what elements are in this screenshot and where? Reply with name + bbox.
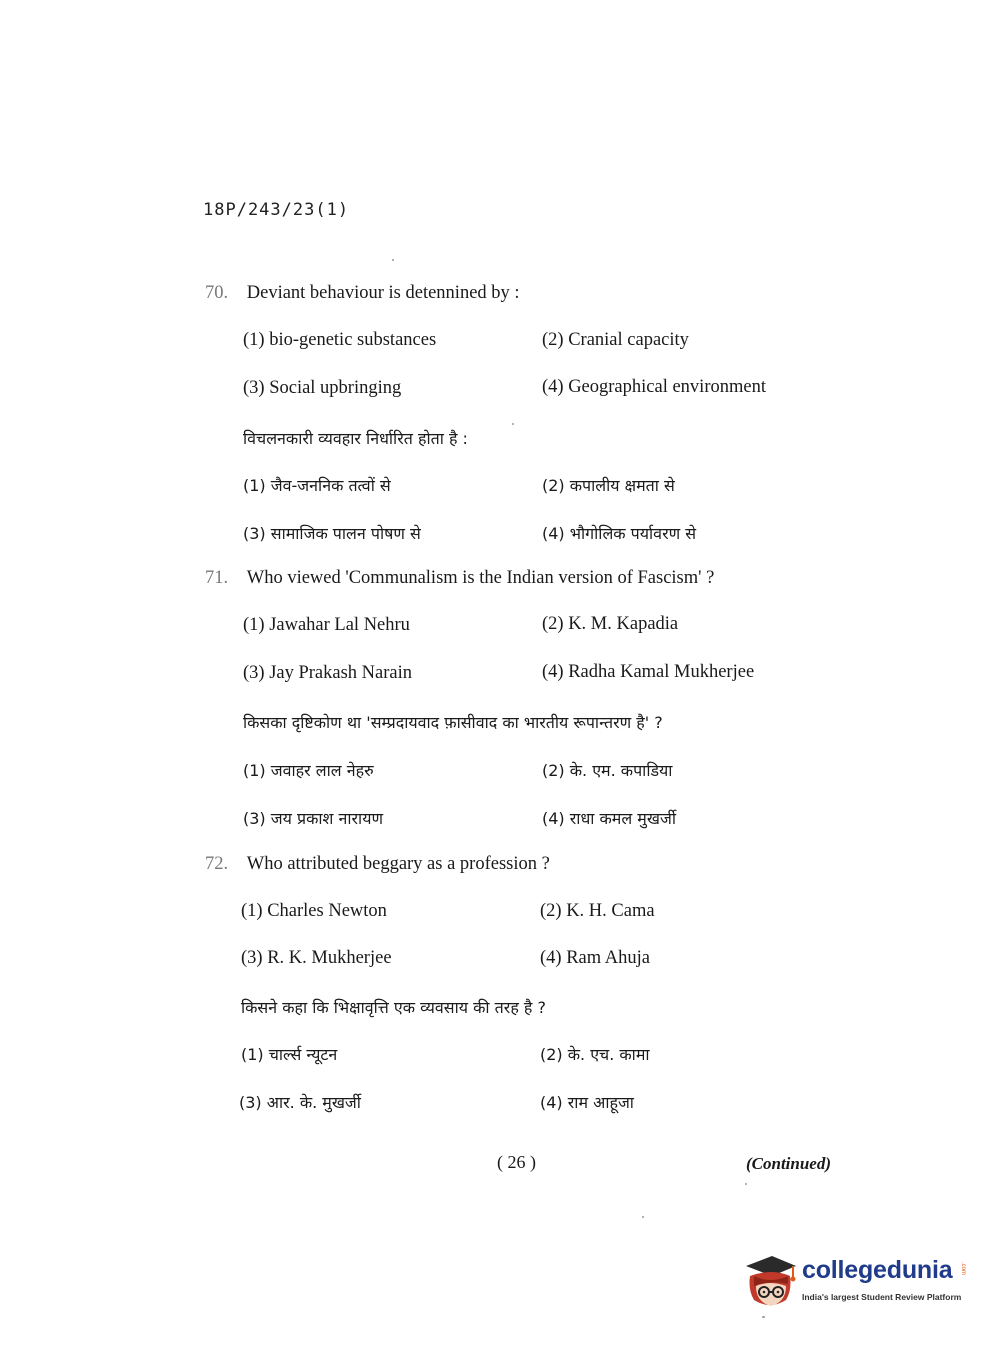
question-number: 70. xyxy=(205,283,229,303)
option-en-4: (4) Ram Ahuja xyxy=(540,948,650,968)
scan-speck xyxy=(745,1183,747,1185)
option-en-1: (1) bio-genetic substances xyxy=(243,330,437,350)
option-en-2: (2) K. H. Cama xyxy=(540,901,655,921)
option-en-3: (3) Jay Prakash Narain xyxy=(243,663,413,683)
option-hi-1: (1) जवाहर लाल नेहरु xyxy=(243,761,374,780)
option-en-2: (2) Cranial capacity xyxy=(542,330,689,350)
mascot-logo-icon xyxy=(742,1254,798,1310)
option-en-4: (4) Geographical environment xyxy=(542,377,766,397)
question-text-en: Deviant behaviour is detennined by : xyxy=(246,283,520,303)
option-hi-1: (1) जैव-जननिक तत्वों से xyxy=(243,476,391,495)
brand-name: collegedunia xyxy=(802,1256,953,1284)
scan-speck xyxy=(392,259,394,261)
option-hi-3: (3) जय प्रकाश नारायण xyxy=(243,809,384,828)
page-number: ( 26 ) xyxy=(497,1152,536,1172)
option-hi-3: (3) सामाजिक पालन पोषण से xyxy=(243,524,421,543)
option-hi-3: (3) आर. के. मुखर्जी xyxy=(239,1093,361,1112)
option-en-4: (4) Radha Kamal Mukherjee xyxy=(542,662,755,682)
scan-speck xyxy=(762,1316,765,1318)
scan-speck xyxy=(642,1216,644,1218)
scan-speck xyxy=(512,423,514,425)
question-text-en: Who viewed 'Communalism is the Indian version of Fascism' ? xyxy=(246,568,715,588)
question-number: 72. xyxy=(205,854,229,874)
brand-domain: .com xyxy=(960,1262,966,1276)
option-hi-4: (4) राम आहूजा xyxy=(540,1093,634,1112)
option-hi-4: (4) भौगोलिक पर्यावरण से xyxy=(542,524,697,543)
option-en-1: (1) Charles Newton xyxy=(241,901,387,921)
question-text-hi: किसका दृष्टिकोण था 'सम्प्रदायवाद फ़ासीवाद का भारतीय रूपान्तरण है' ? xyxy=(243,713,663,732)
question-number: 71. xyxy=(205,568,229,588)
option-en-3: (3) R. K. Mukherjee xyxy=(241,948,392,968)
question-text-hi: किसने कहा कि भिक्षावृत्ति एक व्यवसाय की तरह है ? xyxy=(241,998,546,1017)
option-en-3: (3) Social upbringing xyxy=(243,378,402,398)
option-en-2: (2) K. M. Kapadia xyxy=(542,614,679,634)
option-hi-2: (2) कपालीय क्षमता से xyxy=(542,476,675,495)
question-text-hi: विचलनकारी व्यवहार निर्धारित होता है : xyxy=(243,429,468,448)
option-en-1: (1) Jawahar Lal Nehru xyxy=(243,615,410,635)
paper-code: 18P/243/23(1) xyxy=(203,200,350,220)
brand-tagline: India's largest Student Review Platform xyxy=(802,1292,962,1302)
option-hi-1: (1) चार्ल्स न्यूटन xyxy=(241,1045,338,1064)
collegedunia-watermark xyxy=(742,1252,972,1314)
question-text-en: Who attributed beggary as a profession ? xyxy=(246,854,550,874)
continued-label: (Continued) xyxy=(746,1154,832,1173)
option-hi-4: (4) राधा कमल मुखर्जी xyxy=(542,809,676,828)
option-hi-2: (2) के. एच. कामा xyxy=(540,1045,650,1064)
option-hi-2: (2) के. एम. कपाडिया xyxy=(542,761,673,780)
